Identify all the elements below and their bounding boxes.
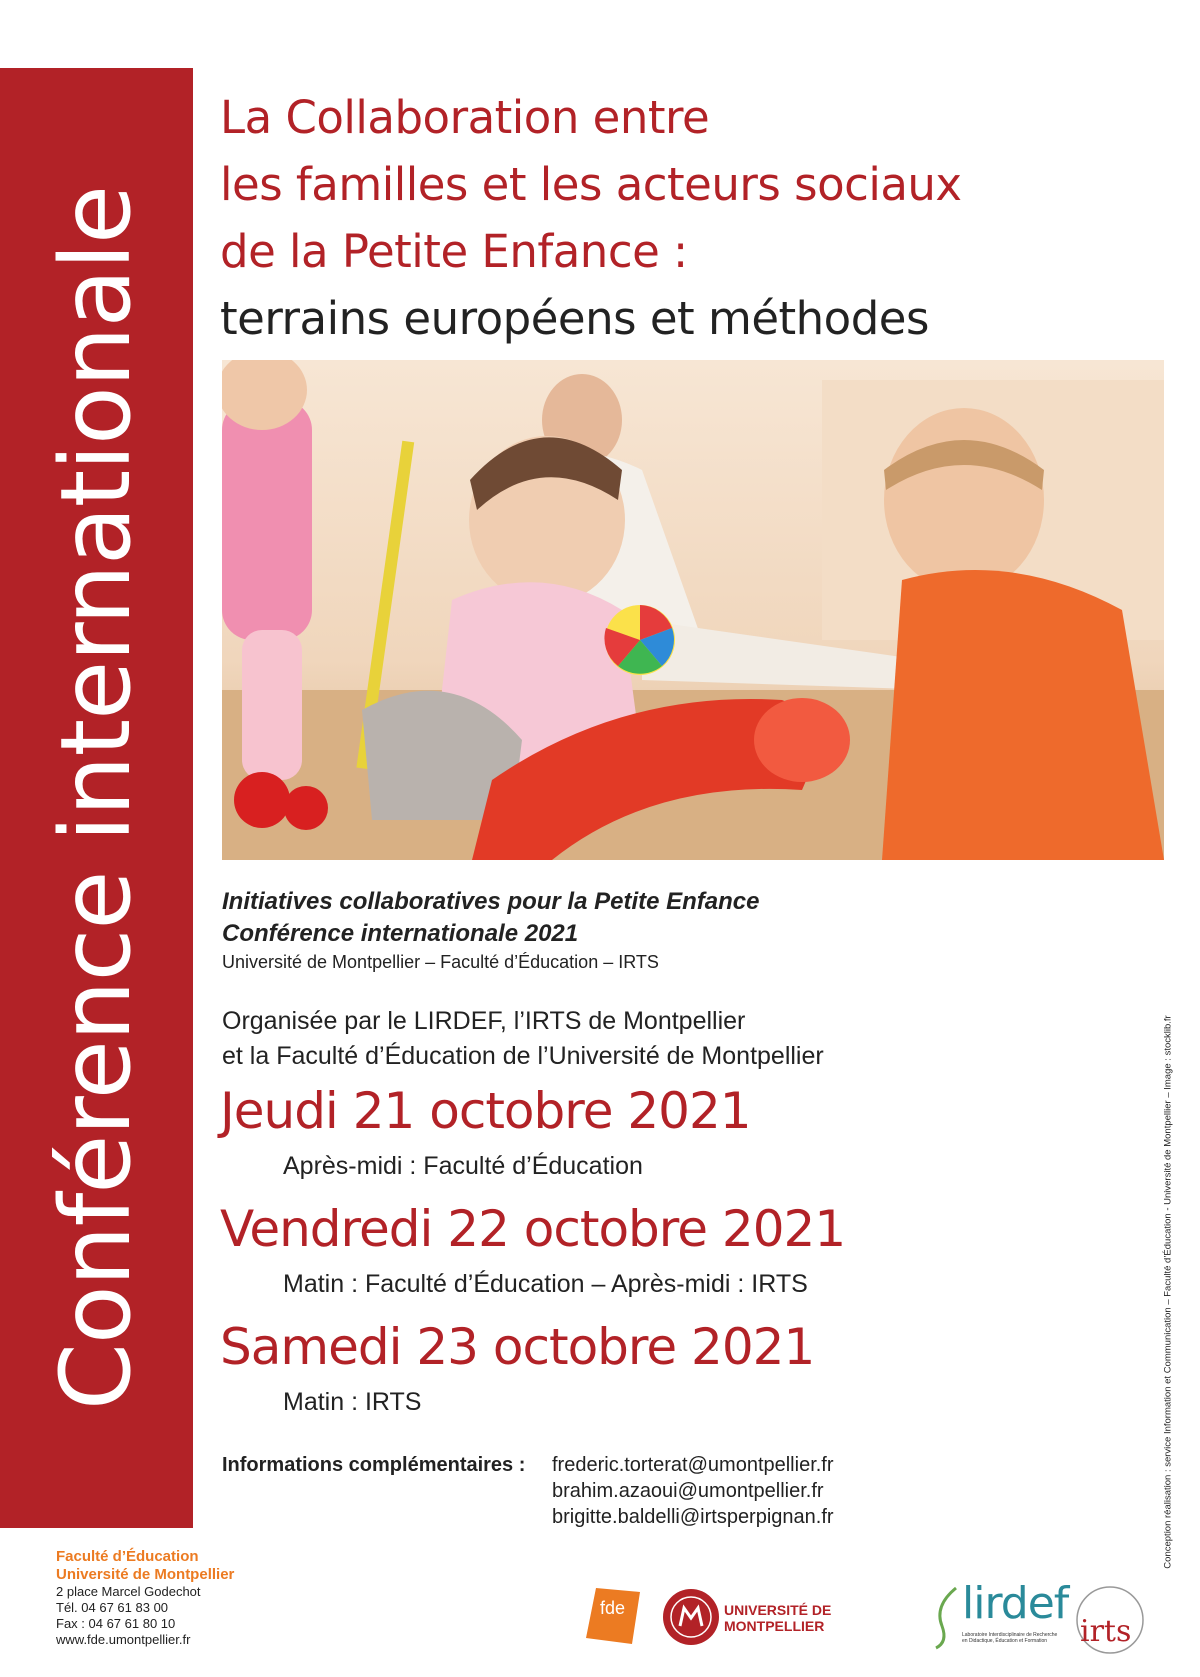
slot-friday: Matin : Faculté d’Éducation – Après-midi : IRTS [283,1270,808,1298]
footer-website[interactable]: www.fde.umontpellier.fr [56,1632,191,1647]
contact-emails [552,1452,834,1530]
footer-org-2: Université de Montpellier [56,1566,235,1583]
subtitle-block [222,886,1162,974]
footer-org-1: Faculté d’Éducation [56,1548,199,1565]
children-playing-photo [222,360,1164,860]
footer-tel: Tél. 04 67 61 83 00 [56,1600,169,1615]
slot-thursday: Après-midi : Faculté d’Éducation [283,1152,643,1180]
slot-saturday: Matin : IRTS [283,1388,422,1416]
subtitle-line-3: Université de Montpellier – Faculté d’Éducation – IRTS [222,952,659,972]
um-logo-text: UNIVERSITÉ DE MONTPELLIER [724,1602,832,1634]
title-line-1: La Collaboration entre [220,91,710,144]
title-line-4: terrains européens et méthodes [220,292,929,345]
irts-logo-text: irts [1080,1614,1132,1649]
subtitle-line-1: Initiatives collaboratives pour la Petite Enfance [222,888,760,915]
footer-street: 2 place Marcel Godechot [56,1584,201,1599]
footer-fax: Fax : 04 67 61 80 10 [56,1616,176,1631]
fde-logo-text: fde [600,1598,626,1618]
title-line-3: de la Petite Enfance : [220,225,688,278]
organisers-line-1: Organisée par le LIRDEF, l’IRTS de Montpellier [222,1007,746,1035]
organisers-line-2: et la Faculté d’Éducation de l’Université de Montpellier [222,1042,824,1070]
vertical-banner-title: Conférence internationale [40,185,152,1411]
email-link[interactable]: brahim.azaoui@umontpellier.fr [552,1480,824,1502]
email-link[interactable]: frederic.torterat@umontpellier.fr [552,1454,834,1476]
lirdef-logo-subtitle: Laboratoire Interdisciplinaire de Recherche en Didactique, Éducation et Formation [962,1632,1058,1644]
day-thursday: Jeudi 21 octobre 2021 [220,1082,751,1140]
contact-label: Informations complémentaires : [222,1454,526,1476]
universite-montpellier-logo [662,1588,832,1654]
day-saturday: Samedi 23 octobre 2021 [220,1318,815,1376]
lirdef-logo-text: lirdef [962,1578,1069,1629]
subtitle-line-2: Conférence internationale 2021 [222,920,579,947]
lirdef-logo [932,1578,1069,1658]
credit-line: Conception réalisation : service Information et Communication – Faculté d’Éducation - Université de Montpellier – Image : stocklib.fr [1162,1015,1174,1569]
fde-logo [586,1588,640,1648]
organisers [222,1004,1182,1074]
poster-title [220,84,1180,352]
irts-logo [1074,1584,1146,1656]
title-line-2: les familles et les acteurs sociaux [220,158,962,211]
footer-address [56,1548,234,1648]
email-link[interactable]: brigitte.baldelli@irtsperpignan.fr [552,1506,834,1528]
contact-info [222,1452,834,1530]
day-friday: Vendredi 22 octobre 2021 [220,1200,846,1258]
